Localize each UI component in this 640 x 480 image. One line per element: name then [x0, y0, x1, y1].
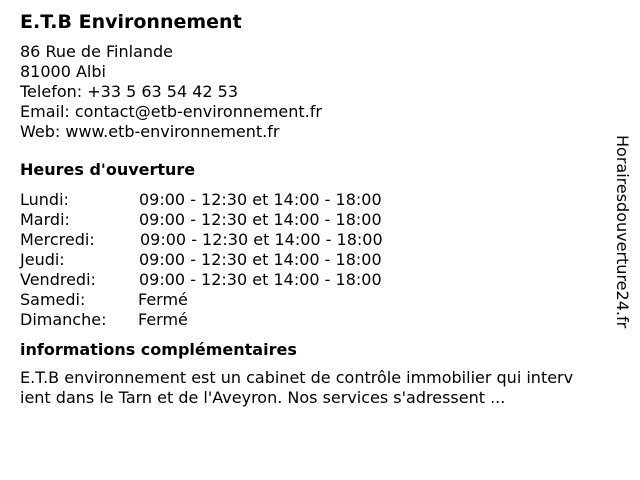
business-name: E.T.B Environnement	[20, 11, 242, 33]
opening-hours-heading: Heures d'ouverture	[20, 160, 196, 179]
day-hours: 09:00 - 12:30 et 14:00 - 18:00	[139, 270, 382, 289]
hours-row-jeudi	[20, 250, 610, 270]
side-brand-watermark: Horairesdouverture24.fr	[613, 135, 632, 329]
description-line-1: E.T.B environnement est un cabinet de contrôle immobilier qui interv	[20, 368, 574, 387]
day-label: Jeudi:	[20, 250, 65, 269]
phone-line: Telefon: +33 5 63 54 42 53	[20, 82, 239, 101]
day-label: Mercredi:	[20, 230, 95, 249]
additional-info-heading: informations complémentaires	[20, 340, 297, 359]
day-label: Vendredi:	[20, 270, 96, 289]
hours-row-lundi	[20, 190, 610, 210]
day-hours: Fermé	[138, 310, 188, 329]
opening-hours-table	[20, 190, 610, 330]
hours-row-mardi	[20, 210, 610, 230]
day-label: Samedi:	[20, 290, 86, 309]
hours-row-mercredi	[20, 230, 610, 250]
day-hours: 09:00 - 12:30 et 14:00 - 18:00	[139, 210, 382, 229]
day-hours: 09:00 - 12:30 et 14:00 - 18:00	[139, 250, 382, 269]
day-hours: 09:00 - 12:30 et 14:00 - 18:00	[139, 190, 382, 209]
hours-row-samedi	[20, 290, 610, 310]
hours-row-vendredi	[20, 270, 610, 290]
email-line: Email: contact@etb-environnement.fr	[20, 102, 322, 121]
hours-row-dimanche	[20, 310, 610, 330]
website-line: Web: www.etb-environnement.fr	[20, 122, 280, 141]
day-label: Dimanche:	[20, 310, 107, 329]
business-card	[20, 10, 610, 408]
city-address: 81000 Albi	[20, 62, 106, 81]
address-block	[20, 42, 610, 142]
street-address: 86 Rue de Finlande	[20, 42, 174, 61]
description-line-2: ient dans le Tarn et de l'Aveyron. Nos services s'adressent ...	[20, 388, 506, 407]
day-label: Mardi:	[20, 210, 70, 229]
day-label: Lundi:	[20, 190, 69, 209]
day-hours: Fermé	[138, 290, 188, 309]
day-hours: 09:00 - 12:30 et 14:00 - 18:00	[140, 230, 383, 249]
